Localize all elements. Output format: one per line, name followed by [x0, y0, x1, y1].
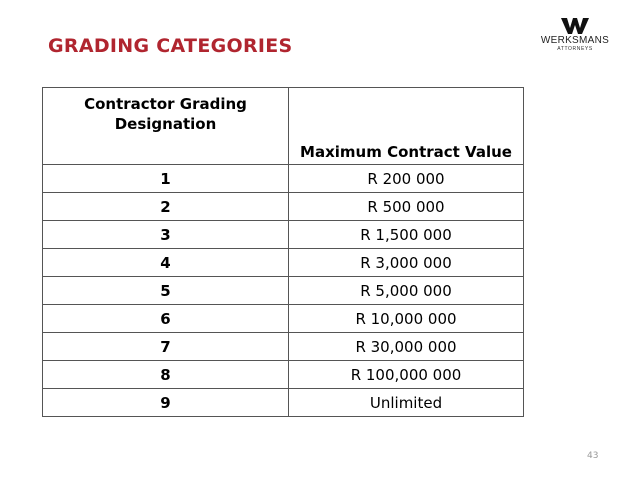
header-maximum-value: Maximum Contract Value — [289, 88, 524, 165]
grade-cell: 6 — [43, 305, 289, 333]
grade-cell: 3 — [43, 221, 289, 249]
logo-subtitle: ATTORNEYS — [557, 46, 593, 52]
value-cell: R 5,000 000 — [289, 277, 524, 305]
table-row — [43, 165, 524, 193]
grading-table — [42, 87, 524, 417]
grade-cell: 8 — [43, 361, 289, 389]
table-row — [43, 221, 524, 249]
grade-cell: 1 — [43, 165, 289, 193]
page-number: 43 — [587, 451, 599, 461]
value-cell: R 500 000 — [289, 193, 524, 221]
value-cell: R 200 000 — [289, 165, 524, 193]
header-contractor-grading: Contractor Grading Designation — [43, 88, 289, 165]
table-row — [43, 193, 524, 221]
value-cell: R 100,000 000 — [289, 361, 524, 389]
slide-title: GRADING CATEGORIES — [48, 35, 293, 57]
werksmans-w-mark-icon — [561, 18, 589, 34]
value-cell: Unlimited — [289, 389, 524, 417]
grade-cell: 4 — [43, 249, 289, 277]
table-row — [43, 249, 524, 277]
werksmans-logo — [535, 18, 615, 64]
value-cell: R 1,500 000 — [289, 221, 524, 249]
value-cell: R 30,000 000 — [289, 333, 524, 361]
table-row — [43, 389, 524, 417]
table-row — [43, 361, 524, 389]
grade-cell: 9 — [43, 389, 289, 417]
value-cell: R 3,000 000 — [289, 249, 524, 277]
table-row — [43, 333, 524, 361]
grade-cell: 5 — [43, 277, 289, 305]
grade-cell: 7 — [43, 333, 289, 361]
value-cell: R 10,000 000 — [289, 305, 524, 333]
table-header-row — [43, 88, 524, 165]
table-row — [43, 277, 524, 305]
grade-cell: 2 — [43, 193, 289, 221]
table-row — [43, 305, 524, 333]
logo-name: WERKSMANS — [540, 35, 610, 46]
